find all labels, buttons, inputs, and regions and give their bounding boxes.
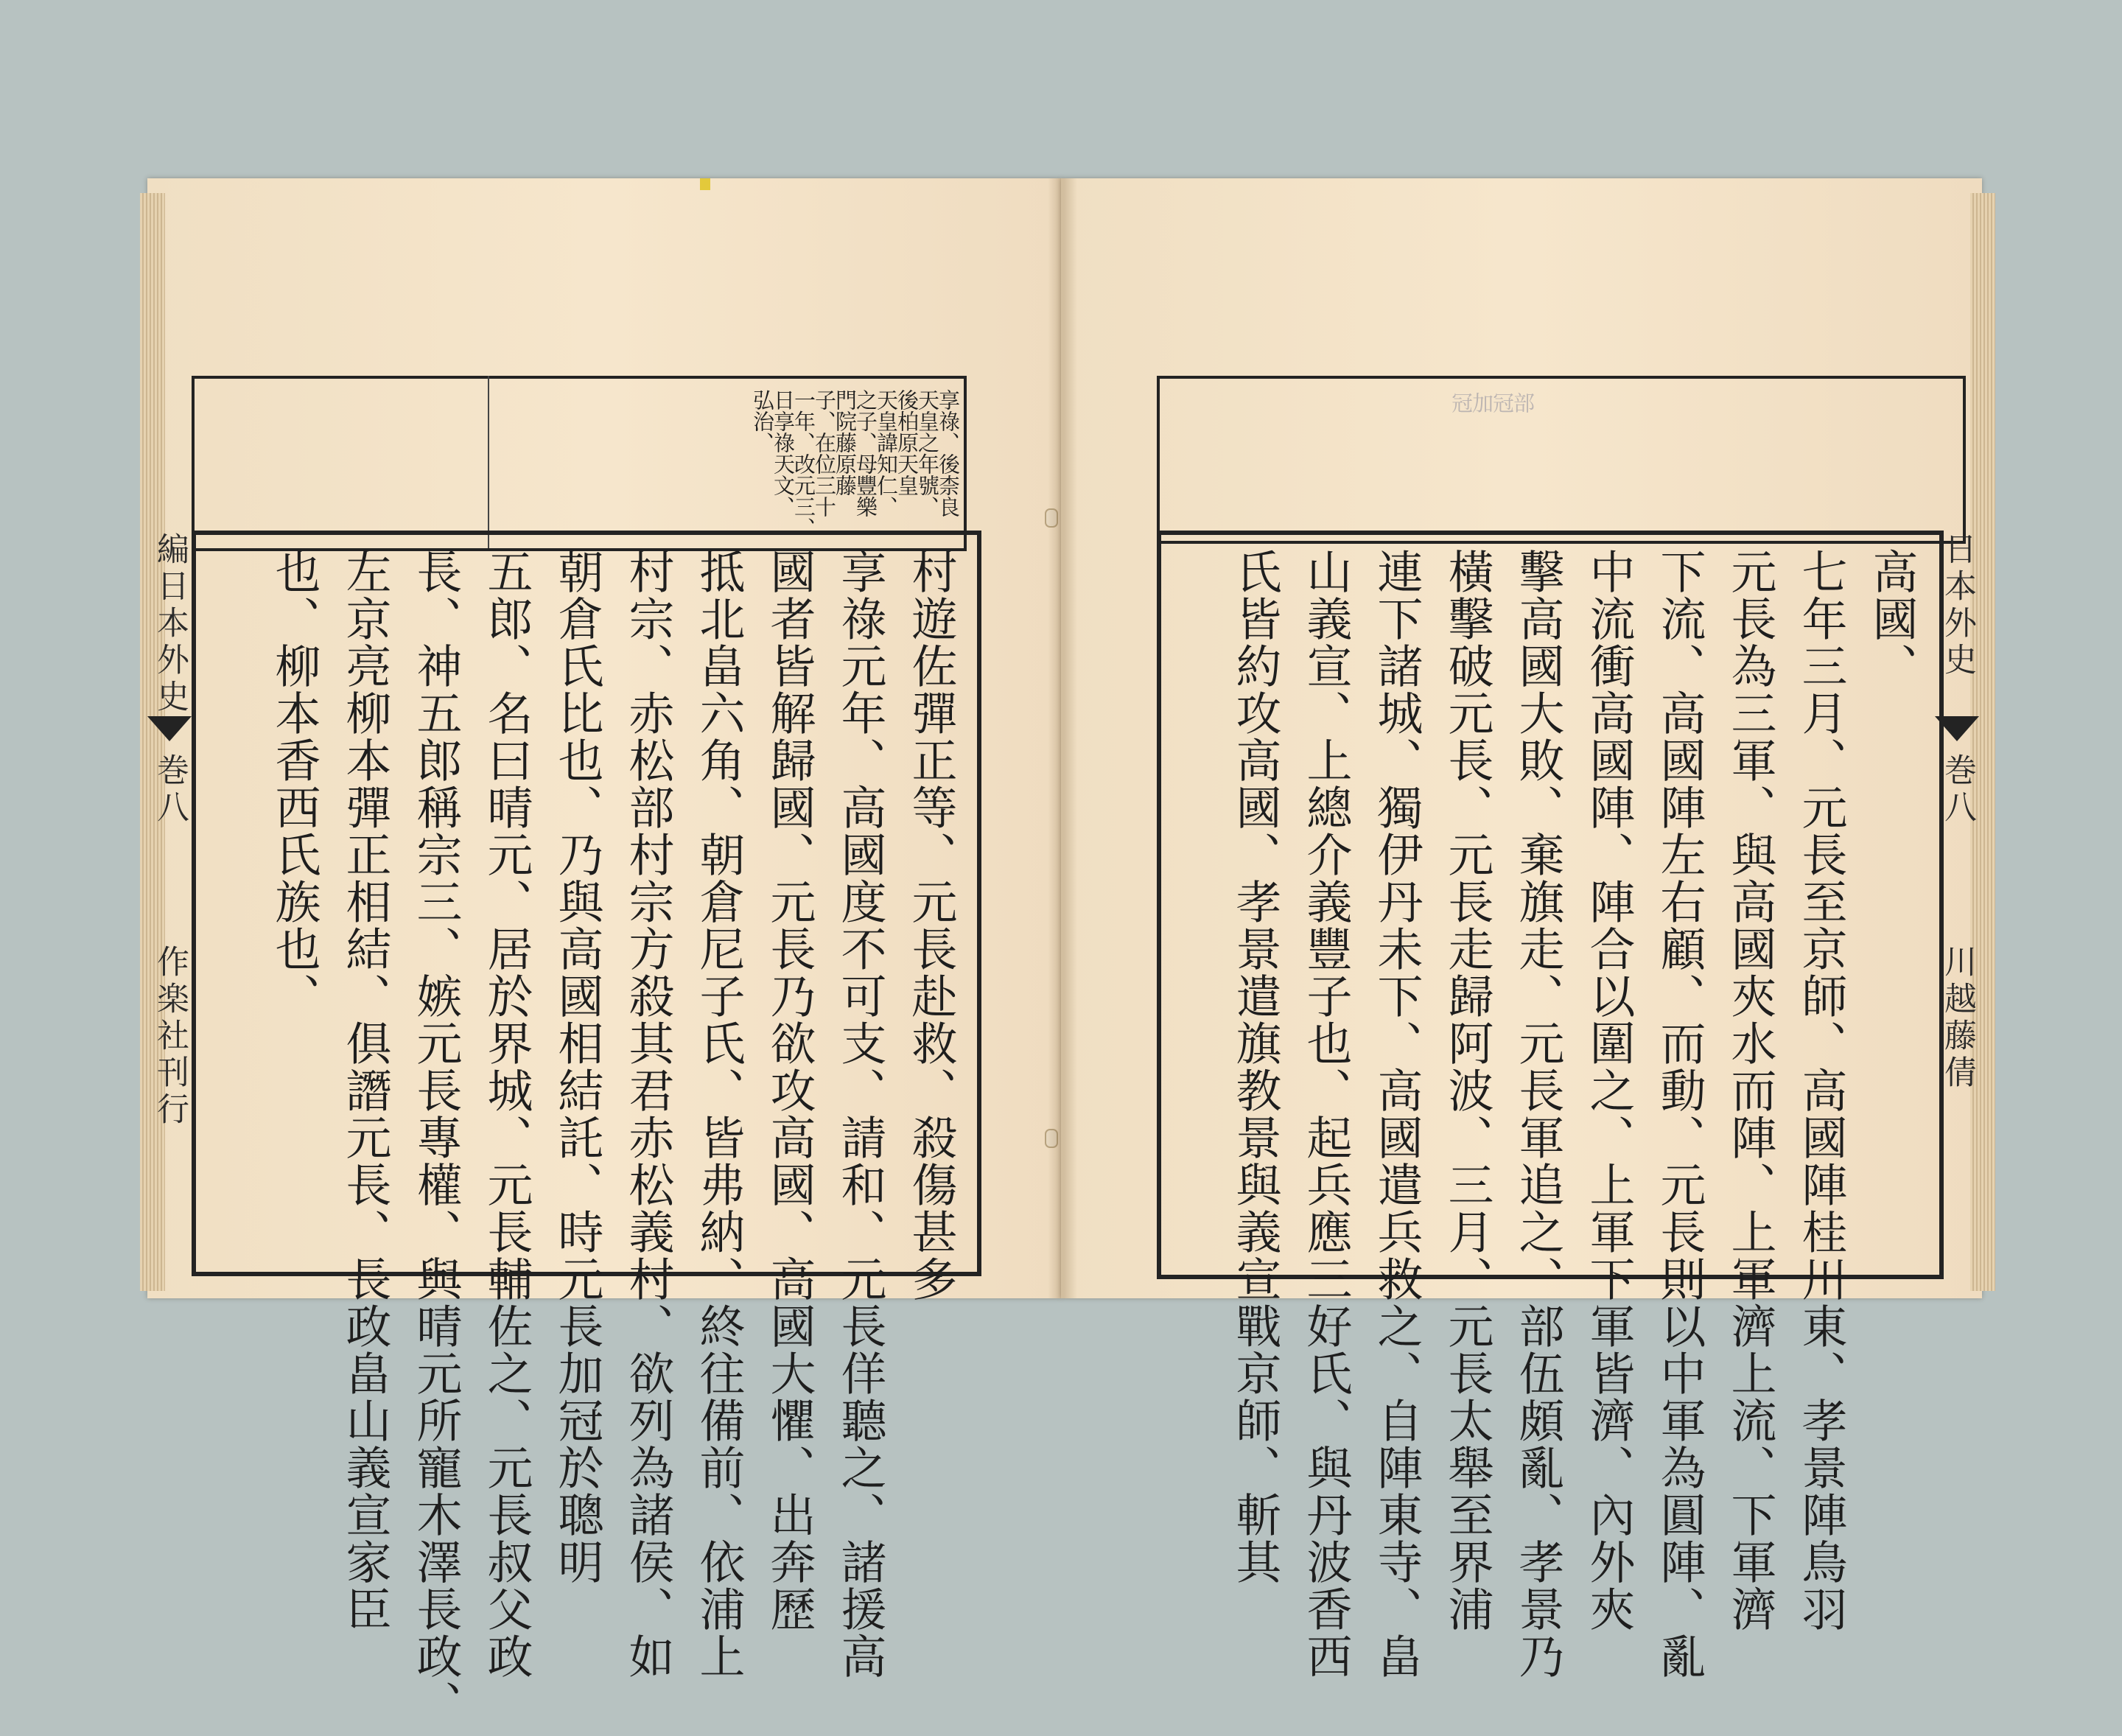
header-note-col: 門院藤原藤 (833, 389, 858, 496)
header-note-col: 天皇之年號、 (915, 389, 940, 517)
header-faint-col: 冠 (1449, 392, 1474, 413)
text-column: 國者皆解歸國、元長乃欲攻高國、高國大懼、出奔歷 (763, 548, 816, 1633)
text-column: 長、神五郎稱宗三、嫉元長專權、與晴元所寵木澤長政、 (409, 548, 463, 1727)
left-margin-publisher: 作楽社刊行 (151, 945, 189, 1129)
text-column: 朝倉氏比也、乃與高國相結託、時元長加冠於聰明 (550, 548, 604, 1586)
text-column: 五郎、名曰晴元、居於界城、元長輔佐之、元長叔父政 (480, 548, 533, 1680)
header-faint-col: 冠 (1490, 392, 1515, 413)
open-book (147, 171, 1989, 1727)
text-column: 高國、 (1865, 548, 1919, 690)
right-text-block (1172, 541, 1926, 1680)
header-faint-col: 部 (1510, 392, 1536, 413)
header-note-col: 日享祿天文、 (771, 389, 796, 517)
header-note-col: 一年、改元三、 (791, 389, 816, 539)
header-note-col: 之子、母豐樂 (853, 389, 878, 517)
text-column: 抵北畠六角、朝倉尼子氏、皆弗納、終往備前、依浦上 (692, 548, 746, 1680)
text-column: 山義宣、上總介義豐子也、起兵應三好氏、與丹波香西 (1299, 548, 1353, 1680)
left-margin-volume: 巻八 (151, 753, 189, 827)
yellow-tab (700, 178, 710, 190)
left-text-block (206, 541, 965, 1727)
header-faint-col: 加 (1469, 392, 1494, 413)
text-column: 享祿元年、高國度不可支、請和、元長佯聽之、諸援高 (833, 548, 887, 1680)
header-note-col: 弘治、 (750, 389, 775, 453)
left-margin-fishtail (147, 716, 192, 741)
right-margin-volume: 巻八 (1939, 753, 1976, 827)
left-header-divider (488, 376, 489, 548)
text-column: 七年三月、元長至京師、高國陣桂川東、孝景陣鳥羽 (1794, 548, 1848, 1633)
left-margin-title: 編日本外史 (151, 532, 189, 716)
text-column: 村宗、赤松部村宗方殺其君赤松義村、欲列為諸侯、如 (621, 548, 675, 1680)
text-column: 元長為三軍、與高國夾水而陣、上軍濟上流、下軍濟 (1723, 548, 1777, 1633)
book-gutter (1048, 178, 1077, 1298)
text-column: 擊高國大敗、棄旗走、元長軍追之、部伍頗亂、孝景乃 (1511, 548, 1565, 1680)
text-column: 左京亮柳本彈正相結、俱譖元長、長政畠山義宣家臣 (338, 548, 392, 1633)
left-margin-column (147, 532, 192, 1239)
right-header-faint (1444, 392, 1536, 525)
right-margin-title: 日本外史 (1939, 532, 1976, 679)
text-column: 也、柳本香西氏族也、 (267, 548, 321, 1020)
right-page (1061, 178, 1982, 1680)
text-column: 氏皆約攻高國、孝景遣旗教景與義宣戰京師、斬其 (1228, 548, 1282, 1586)
header-note-col: 子、在位三十 (812, 389, 837, 517)
text-column: 連下諸城、獨伊丹未下、高國遣兵救之、自陣東寺、畠 (1370, 548, 1424, 1680)
header-note-col: 後柏原天皇 (894, 389, 920, 496)
header-note-col: 天皇諱知仁、 (874, 389, 899, 517)
text-column: 中流衝高國陣、陣合以圍之、上軍下軍皆濟、內外夾 (1582, 548, 1636, 1633)
right-header-frame (1157, 376, 1966, 544)
text-column: 下流、高國陣左右顧、而動、元長則以中軍為圓陣、亂 (1653, 548, 1706, 1680)
text-column: 村遊佐彈正等、元長赴救、殺傷甚多 (904, 548, 958, 1303)
left-header-notes (494, 389, 959, 544)
text-column: 橫擊破元長、元長走歸阿波、三月、元長太舉至界浦 (1440, 548, 1494, 1633)
header-note-col: 享祿、後柰良 (936, 389, 961, 517)
right-margin-publisher: 川越藤倩 (1939, 945, 1976, 1092)
left-page (147, 178, 1061, 1727)
